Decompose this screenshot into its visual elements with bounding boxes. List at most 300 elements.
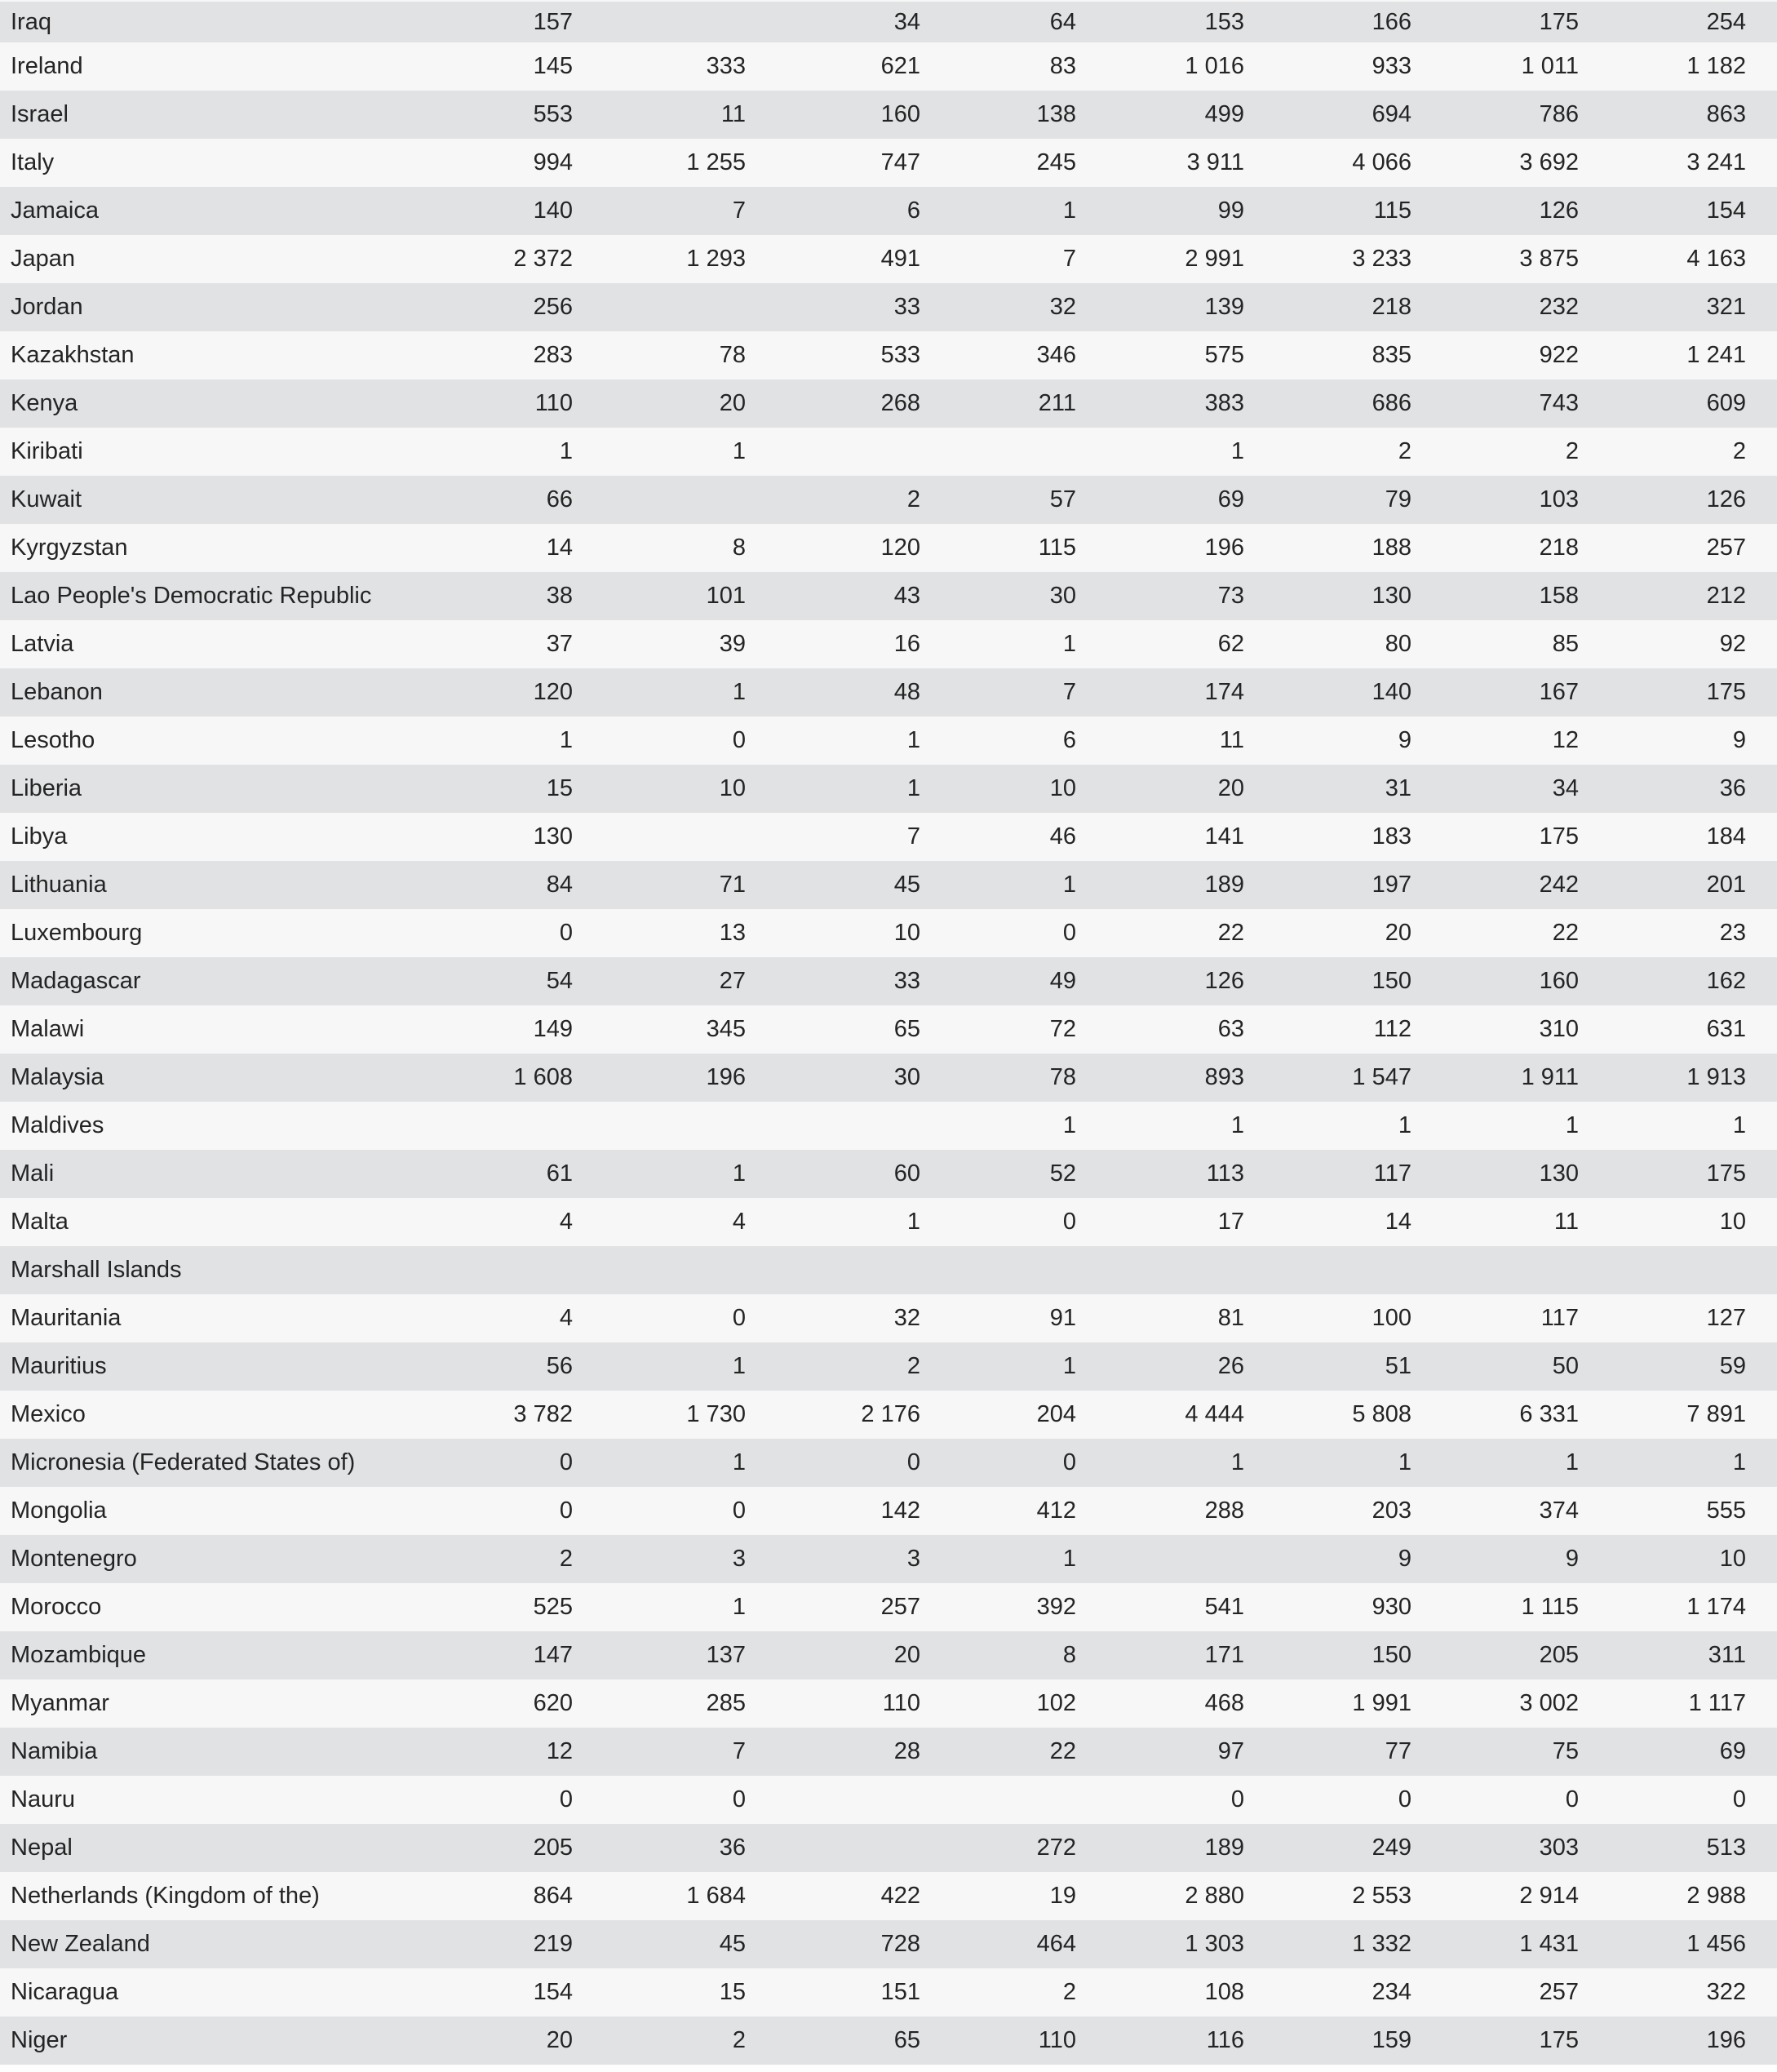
value-cell: 1 — [732, 1355, 746, 1378]
value-cell: 464 — [1036, 1932, 1076, 1956]
value-cell: 1 182 — [1686, 55, 1746, 78]
value-cell: 863 — [1706, 103, 1746, 126]
value-cell: 150 — [1372, 1644, 1411, 1667]
value-cell: 747 — [880, 151, 920, 175]
value-cell: 54 — [546, 969, 573, 993]
value-cell: 285 — [706, 1692, 746, 1715]
value-cell: 1 — [1398, 1114, 1411, 1138]
value-cell: 1 — [732, 681, 746, 704]
value-cell: 1 547 — [1352, 1066, 1411, 1089]
value-cell: 933 — [1372, 55, 1411, 78]
value-cell: 46 — [1049, 825, 1076, 849]
value-cell: 11 — [1219, 729, 1244, 752]
value-cell: 257 — [1539, 1981, 1579, 2004]
value-cell: 139 — [1204, 295, 1244, 319]
value-cell: 102 — [1036, 1692, 1076, 1715]
value-cell: 110 — [1038, 2029, 1076, 2052]
value-cell: 175 — [1539, 825, 1579, 849]
value-cell: 0 — [559, 1451, 573, 1475]
value-cell: 1 — [906, 1210, 920, 1234]
value-cell: 65 — [893, 2029, 920, 2052]
value-cell: 116 — [1206, 2029, 1244, 2052]
value-cell: 242 — [1539, 873, 1579, 897]
value-cell: 212 — [1706, 584, 1746, 608]
value-cell: 513 — [1706, 1836, 1746, 1860]
value-cell: 4 163 — [1686, 247, 1746, 271]
value-cell: 6 — [906, 199, 920, 223]
table-row — [0, 1198, 1777, 1246]
value-cell: 15 — [719, 1981, 746, 2004]
value-cell: 2 — [1732, 440, 1746, 464]
country-name-cell: Mauritius — [11, 1355, 107, 1378]
table-row — [0, 717, 1777, 765]
country-name-cell: Mongolia — [11, 1499, 107, 1523]
country-name-cell: Malta — [11, 1210, 69, 1234]
country-name-cell: Nepal — [11, 1836, 73, 1860]
table-row — [0, 1968, 1777, 2017]
value-cell: 6 331 — [1519, 1403, 1579, 1426]
value-cell: 126 — [1204, 969, 1244, 993]
value-cell: 12 — [1552, 729, 1579, 752]
table-row — [0, 1294, 1777, 1342]
value-cell: 310 — [1539, 1018, 1579, 1041]
value-cell: 1 016 — [1185, 55, 1244, 78]
value-cell: 99 — [1217, 199, 1244, 223]
value-cell: 66 — [546, 488, 573, 512]
value-cell: 0 — [1398, 1788, 1411, 1812]
value-cell: 14 — [546, 536, 573, 560]
value-cell: 149 — [533, 1018, 573, 1041]
value-cell: 15 — [546, 777, 573, 801]
table-row — [0, 1150, 1777, 1198]
value-cell: 91 — [1049, 1307, 1076, 1330]
country-name-cell: Mexico — [11, 1403, 86, 1426]
country-name-cell: Nicaragua — [11, 1981, 119, 2004]
value-cell: 245 — [1036, 151, 1076, 175]
table-row — [0, 91, 1777, 139]
value-cell: 1 — [732, 1162, 746, 1186]
value-cell: 14 — [1385, 1210, 1411, 1234]
table-row — [0, 1631, 1777, 1679]
value-cell: 32 — [1049, 295, 1076, 319]
value-cell: 85 — [1552, 632, 1579, 656]
value-cell: 211 — [1038, 392, 1076, 415]
value-cell: 234 — [1372, 1981, 1411, 2004]
table-row — [0, 1054, 1777, 1102]
value-cell: 20 — [893, 1644, 920, 1667]
table-row — [0, 1583, 1777, 1631]
value-cell: 7 — [732, 1740, 746, 1764]
value-cell: 45 — [719, 1932, 746, 1956]
table-row — [0, 235, 1777, 283]
value-cell: 160 — [880, 103, 920, 126]
value-cell: 130 — [1539, 1162, 1579, 1186]
country-name-cell: Israel — [11, 103, 69, 126]
value-cell: 346 — [1036, 344, 1076, 367]
value-cell: 26 — [1217, 1355, 1244, 1378]
value-cell: 189 — [1204, 1836, 1244, 1860]
table-row — [0, 765, 1777, 813]
value-cell: 189 — [1204, 873, 1244, 897]
value-cell: 196 — [1706, 2029, 1746, 2052]
value-cell: 1 — [732, 1595, 746, 1619]
value-cell: 694 — [1372, 103, 1411, 126]
country-name-cell: Marshall Islands — [11, 1258, 182, 1282]
value-cell: 345 — [706, 1018, 746, 1041]
value-cell: 8 — [732, 536, 746, 560]
value-cell: 171 — [1204, 1644, 1244, 1667]
value-cell: 112 — [1373, 1018, 1411, 1041]
value-cell: 38 — [546, 584, 573, 608]
value-cell: 83 — [1049, 55, 1076, 78]
value-cell: 147 — [533, 1644, 573, 1667]
value-cell: 65 — [893, 1018, 920, 1041]
value-cell: 620 — [533, 1692, 573, 1715]
value-cell: 1 — [1565, 1114, 1579, 1138]
value-cell: 9 — [1398, 1547, 1411, 1571]
value-cell: 117 — [1540, 1307, 1579, 1330]
table-row — [0, 379, 1777, 428]
country-name-cell: Ireland — [11, 55, 83, 78]
value-cell: 52 — [1049, 1162, 1076, 1186]
value-cell: 78 — [1049, 1066, 1076, 1089]
value-cell: 893 — [1204, 1066, 1244, 1089]
value-cell: 159 — [1372, 2029, 1411, 2052]
value-cell: 63 — [1217, 1018, 1244, 1041]
value-cell: 188 — [1372, 536, 1411, 560]
value-cell: 1 913 — [1686, 1066, 1746, 1089]
value-cell: 142 — [880, 1499, 920, 1523]
value-cell: 1 456 — [1686, 1932, 1746, 1956]
value-cell: 20 — [719, 392, 746, 415]
value-cell: 2 991 — [1185, 247, 1244, 271]
value-cell: 392 — [1036, 1595, 1076, 1619]
country-name-cell: Niger — [11, 2029, 68, 2052]
value-cell: 4 — [559, 1307, 573, 1330]
table-row — [0, 668, 1777, 717]
value-cell: 257 — [880, 1595, 920, 1619]
value-cell: 288 — [1204, 1499, 1244, 1523]
value-cell: 1 — [1398, 1451, 1411, 1475]
value-cell: 322 — [1706, 1981, 1746, 2004]
country-name-cell: Japan — [11, 247, 76, 271]
value-cell: 8 — [1062, 1644, 1076, 1667]
value-cell: 422 — [880, 1884, 920, 1908]
value-cell: 203 — [1372, 1499, 1411, 1523]
value-cell: 27 — [719, 969, 746, 993]
value-cell: 541 — [1204, 1595, 1244, 1619]
value-cell: 1 293 — [686, 247, 746, 271]
table-row — [0, 2, 1777, 42]
value-cell: 60 — [893, 1162, 920, 1186]
table-row — [0, 1679, 1777, 1728]
table-row — [0, 1872, 1777, 1920]
country-name-cell: Namibia — [11, 1740, 98, 1764]
value-cell: 1 — [559, 729, 573, 752]
value-cell: 22 — [1552, 921, 1579, 945]
value-cell: 0 — [732, 1499, 746, 1523]
value-cell: 205 — [1539, 1644, 1579, 1667]
value-cell: 272 — [1036, 1836, 1076, 1860]
value-cell: 0 — [559, 1788, 573, 1812]
value-cell: 120 — [533, 681, 573, 704]
value-cell: 2 176 — [861, 1403, 920, 1426]
value-cell: 1 — [1062, 1547, 1076, 1571]
country-name-cell: Liberia — [11, 777, 82, 801]
value-cell: 0 — [1732, 1788, 1746, 1812]
value-cell: 491 — [880, 247, 920, 271]
value-cell: 525 — [533, 1595, 573, 1619]
value-cell: 0 — [1062, 1210, 1076, 1234]
value-cell: 922 — [1539, 344, 1579, 367]
value-cell: 73 — [1217, 584, 1244, 608]
value-cell: 3 — [732, 1547, 746, 1571]
country-name-cell: Netherlands (Kingdom of the) — [11, 1884, 320, 1908]
value-cell: 412 — [1036, 1499, 1076, 1523]
value-cell: 3 233 — [1352, 247, 1411, 271]
value-cell: 175 — [1706, 681, 1746, 704]
table-row — [0, 283, 1777, 331]
value-cell: 1 011 — [1521, 55, 1579, 78]
value-cell: 2 988 — [1686, 1884, 1746, 1908]
value-cell: 609 — [1706, 392, 1746, 415]
value-cell: 994 — [533, 151, 573, 175]
value-cell: 1 — [1062, 199, 1076, 223]
value-cell: 1 608 — [513, 1066, 573, 1089]
value-cell: 33 — [893, 295, 920, 319]
value-cell: 151 — [880, 1981, 920, 2004]
value-cell: 283 — [533, 344, 573, 367]
table-row — [0, 1920, 1777, 1968]
table-row — [0, 1439, 1777, 1487]
table-row — [0, 620, 1777, 668]
value-cell: 77 — [1385, 1740, 1411, 1764]
value-cell: 254 — [1706, 10, 1746, 34]
value-cell: 0 — [732, 729, 746, 752]
value-cell: 126 — [1706, 488, 1746, 512]
value-cell: 196 — [706, 1066, 746, 1089]
value-cell: 16 — [893, 632, 920, 656]
value-cell: 7 — [1062, 247, 1076, 271]
value-cell: 145 — [533, 55, 573, 78]
value-cell: 71 — [719, 873, 746, 897]
country-name-cell: Maldives — [11, 1114, 104, 1138]
value-cell: 11 — [1553, 1210, 1579, 1234]
value-cell: 3 692 — [1519, 151, 1579, 175]
value-cell: 2 553 — [1352, 1884, 1411, 1908]
value-cell: 130 — [1372, 584, 1411, 608]
value-cell: 2 914 — [1519, 1884, 1579, 1908]
value-cell: 175 — [1706, 1162, 1746, 1186]
value-cell: 36 — [719, 1836, 746, 1860]
value-cell: 930 — [1372, 1595, 1411, 1619]
value-cell: 196 — [1204, 536, 1244, 560]
table-row — [0, 1005, 1777, 1054]
value-cell: 167 — [1539, 681, 1579, 704]
value-cell: 0 — [732, 1788, 746, 1812]
value-cell: 117 — [1373, 1162, 1411, 1186]
value-cell: 13 — [719, 921, 746, 945]
value-cell: 141 — [1204, 825, 1244, 849]
value-cell: 553 — [533, 103, 573, 126]
value-cell: 39 — [719, 632, 746, 656]
country-name-cell: Luxembourg — [11, 921, 143, 945]
value-cell: 2 — [1398, 440, 1411, 464]
value-cell: 17 — [1217, 1210, 1244, 1234]
value-cell: 0 — [559, 921, 573, 945]
value-cell: 22 — [1217, 921, 1244, 945]
value-cell: 154 — [1706, 199, 1746, 223]
value-cell: 1 255 — [686, 151, 746, 175]
value-cell: 33 — [893, 969, 920, 993]
value-cell: 3 002 — [1519, 1692, 1579, 1715]
value-cell: 140 — [533, 199, 573, 223]
country-name-cell: Malaysia — [11, 1066, 104, 1089]
table-row — [0, 187, 1777, 235]
country-name-cell: Lithuania — [11, 873, 107, 897]
value-cell: 49 — [1049, 969, 1076, 993]
value-cell: 160 — [1539, 969, 1579, 993]
value-cell: 383 — [1204, 392, 1244, 415]
value-cell: 468 — [1204, 1692, 1244, 1715]
value-cell: 84 — [546, 873, 573, 897]
value-cell: 78 — [719, 344, 746, 367]
country-name-cell: Kiribati — [11, 440, 83, 464]
value-cell: 575 — [1204, 344, 1244, 367]
value-cell: 786 — [1539, 103, 1579, 126]
value-cell: 28 — [893, 1740, 920, 1764]
value-cell: 686 — [1372, 392, 1411, 415]
country-name-cell: Kazakhstan — [11, 344, 135, 367]
table-row — [0, 1342, 1777, 1391]
table-row — [0, 1776, 1777, 1824]
value-cell: 1 241 — [1686, 344, 1746, 367]
table-row — [0, 861, 1777, 909]
value-cell: 137 — [706, 1644, 746, 1667]
value-cell: 184 — [1706, 825, 1746, 849]
value-cell: 9 — [1398, 729, 1411, 752]
value-cell: 120 — [880, 536, 920, 560]
value-cell: 57 — [1049, 488, 1076, 512]
value-cell: 43 — [893, 584, 920, 608]
value-cell: 0 — [1565, 1788, 1579, 1812]
value-cell: 3 911 — [1186, 151, 1244, 175]
country-name-cell: Mali — [11, 1162, 55, 1186]
value-cell: 166 — [1372, 10, 1411, 34]
country-name-cell: Jamaica — [11, 199, 99, 223]
value-cell: 256 — [533, 295, 573, 319]
table-row — [0, 813, 1777, 861]
value-cell: 36 — [1719, 777, 1746, 801]
value-cell: 110 — [534, 392, 573, 415]
value-cell: 113 — [1206, 1162, 1244, 1186]
value-cell: 1 911 — [1521, 1066, 1579, 1089]
value-cell: 1 115 — [1521, 1595, 1579, 1619]
value-cell: 5 808 — [1352, 1403, 1411, 1426]
value-cell: 374 — [1539, 1499, 1579, 1523]
value-cell: 4 — [732, 1210, 746, 1234]
value-cell: 32 — [893, 1307, 920, 1330]
value-cell: 101 — [706, 584, 746, 608]
country-name-cell: Lao People's Democratic Republic — [11, 584, 372, 608]
country-name-cell: Jordan — [11, 295, 83, 319]
value-cell: 2 — [559, 1547, 573, 1571]
value-cell: 108 — [1204, 1981, 1244, 2004]
value-cell: 1 730 — [686, 1403, 746, 1426]
value-cell: 12 — [546, 1740, 573, 1764]
value-cell: 51 — [1385, 1355, 1411, 1378]
value-cell: 30 — [893, 1066, 920, 1089]
value-cell: 204 — [1036, 1403, 1076, 1426]
value-cell: 1 332 — [1352, 1932, 1411, 1956]
value-cell: 79 — [1385, 488, 1411, 512]
value-cell: 1 — [906, 777, 920, 801]
value-cell: 0 — [1062, 1451, 1076, 1475]
value-cell: 162 — [1706, 969, 1746, 993]
country-name-cell: Italy — [11, 151, 55, 175]
value-cell: 3 241 — [1686, 151, 1746, 175]
value-cell: 3 — [906, 1547, 920, 1571]
value-cell: 140 — [1372, 681, 1411, 704]
value-cell: 64 — [1049, 10, 1076, 34]
value-cell: 92 — [1719, 632, 1746, 656]
table-row — [0, 1487, 1777, 1535]
value-cell: 153 — [1204, 10, 1244, 34]
value-cell: 22 — [1049, 1740, 1076, 1764]
value-cell: 2 — [906, 488, 920, 512]
value-cell: 103 — [1539, 488, 1579, 512]
table-row — [0, 476, 1777, 524]
value-cell: 2 — [906, 1355, 920, 1378]
value-cell: 197 — [1372, 873, 1411, 897]
value-cell: 48 — [893, 681, 920, 704]
value-cell: 75 — [1552, 1740, 1579, 1764]
value-cell: 218 — [1372, 295, 1411, 319]
value-cell: 1 991 — [1352, 1692, 1411, 1715]
value-cell: 9 — [1732, 729, 1746, 752]
value-cell: 311 — [1708, 1644, 1746, 1667]
value-cell: 23 — [1719, 921, 1746, 945]
table-row — [0, 957, 1777, 1005]
table-row — [0, 139, 1777, 187]
value-cell: 743 — [1539, 392, 1579, 415]
value-cell: 30 — [1049, 584, 1076, 608]
value-cell: 2 — [1062, 1981, 1076, 2004]
value-cell: 533 — [880, 344, 920, 367]
country-name-cell: Madagascar — [11, 969, 141, 993]
value-cell: 1 — [732, 440, 746, 464]
value-cell: 174 — [1204, 681, 1244, 704]
value-cell: 303 — [1539, 1836, 1579, 1860]
value-cell: 555 — [1706, 1499, 1746, 1523]
country-name-cell: Libya — [11, 825, 68, 849]
value-cell: 3 875 — [1519, 247, 1579, 271]
value-cell: 1 — [1230, 1114, 1244, 1138]
value-cell: 10 — [893, 921, 920, 945]
value-cell: 20 — [546, 2029, 573, 2052]
value-cell: 127 — [1706, 1307, 1746, 1330]
country-name-cell: Mozambique — [11, 1644, 147, 1667]
value-cell: 0 — [1230, 1788, 1244, 1812]
value-cell: 150 — [1372, 969, 1411, 993]
value-cell: 10 — [1719, 1547, 1746, 1571]
value-cell: 154 — [533, 1981, 573, 2004]
value-cell: 232 — [1539, 295, 1579, 319]
value-cell: 4 066 — [1352, 151, 1411, 175]
value-cell: 31 — [1385, 777, 1411, 801]
value-cell: 1 — [1230, 440, 1244, 464]
value-cell: 257 — [1706, 536, 1746, 560]
